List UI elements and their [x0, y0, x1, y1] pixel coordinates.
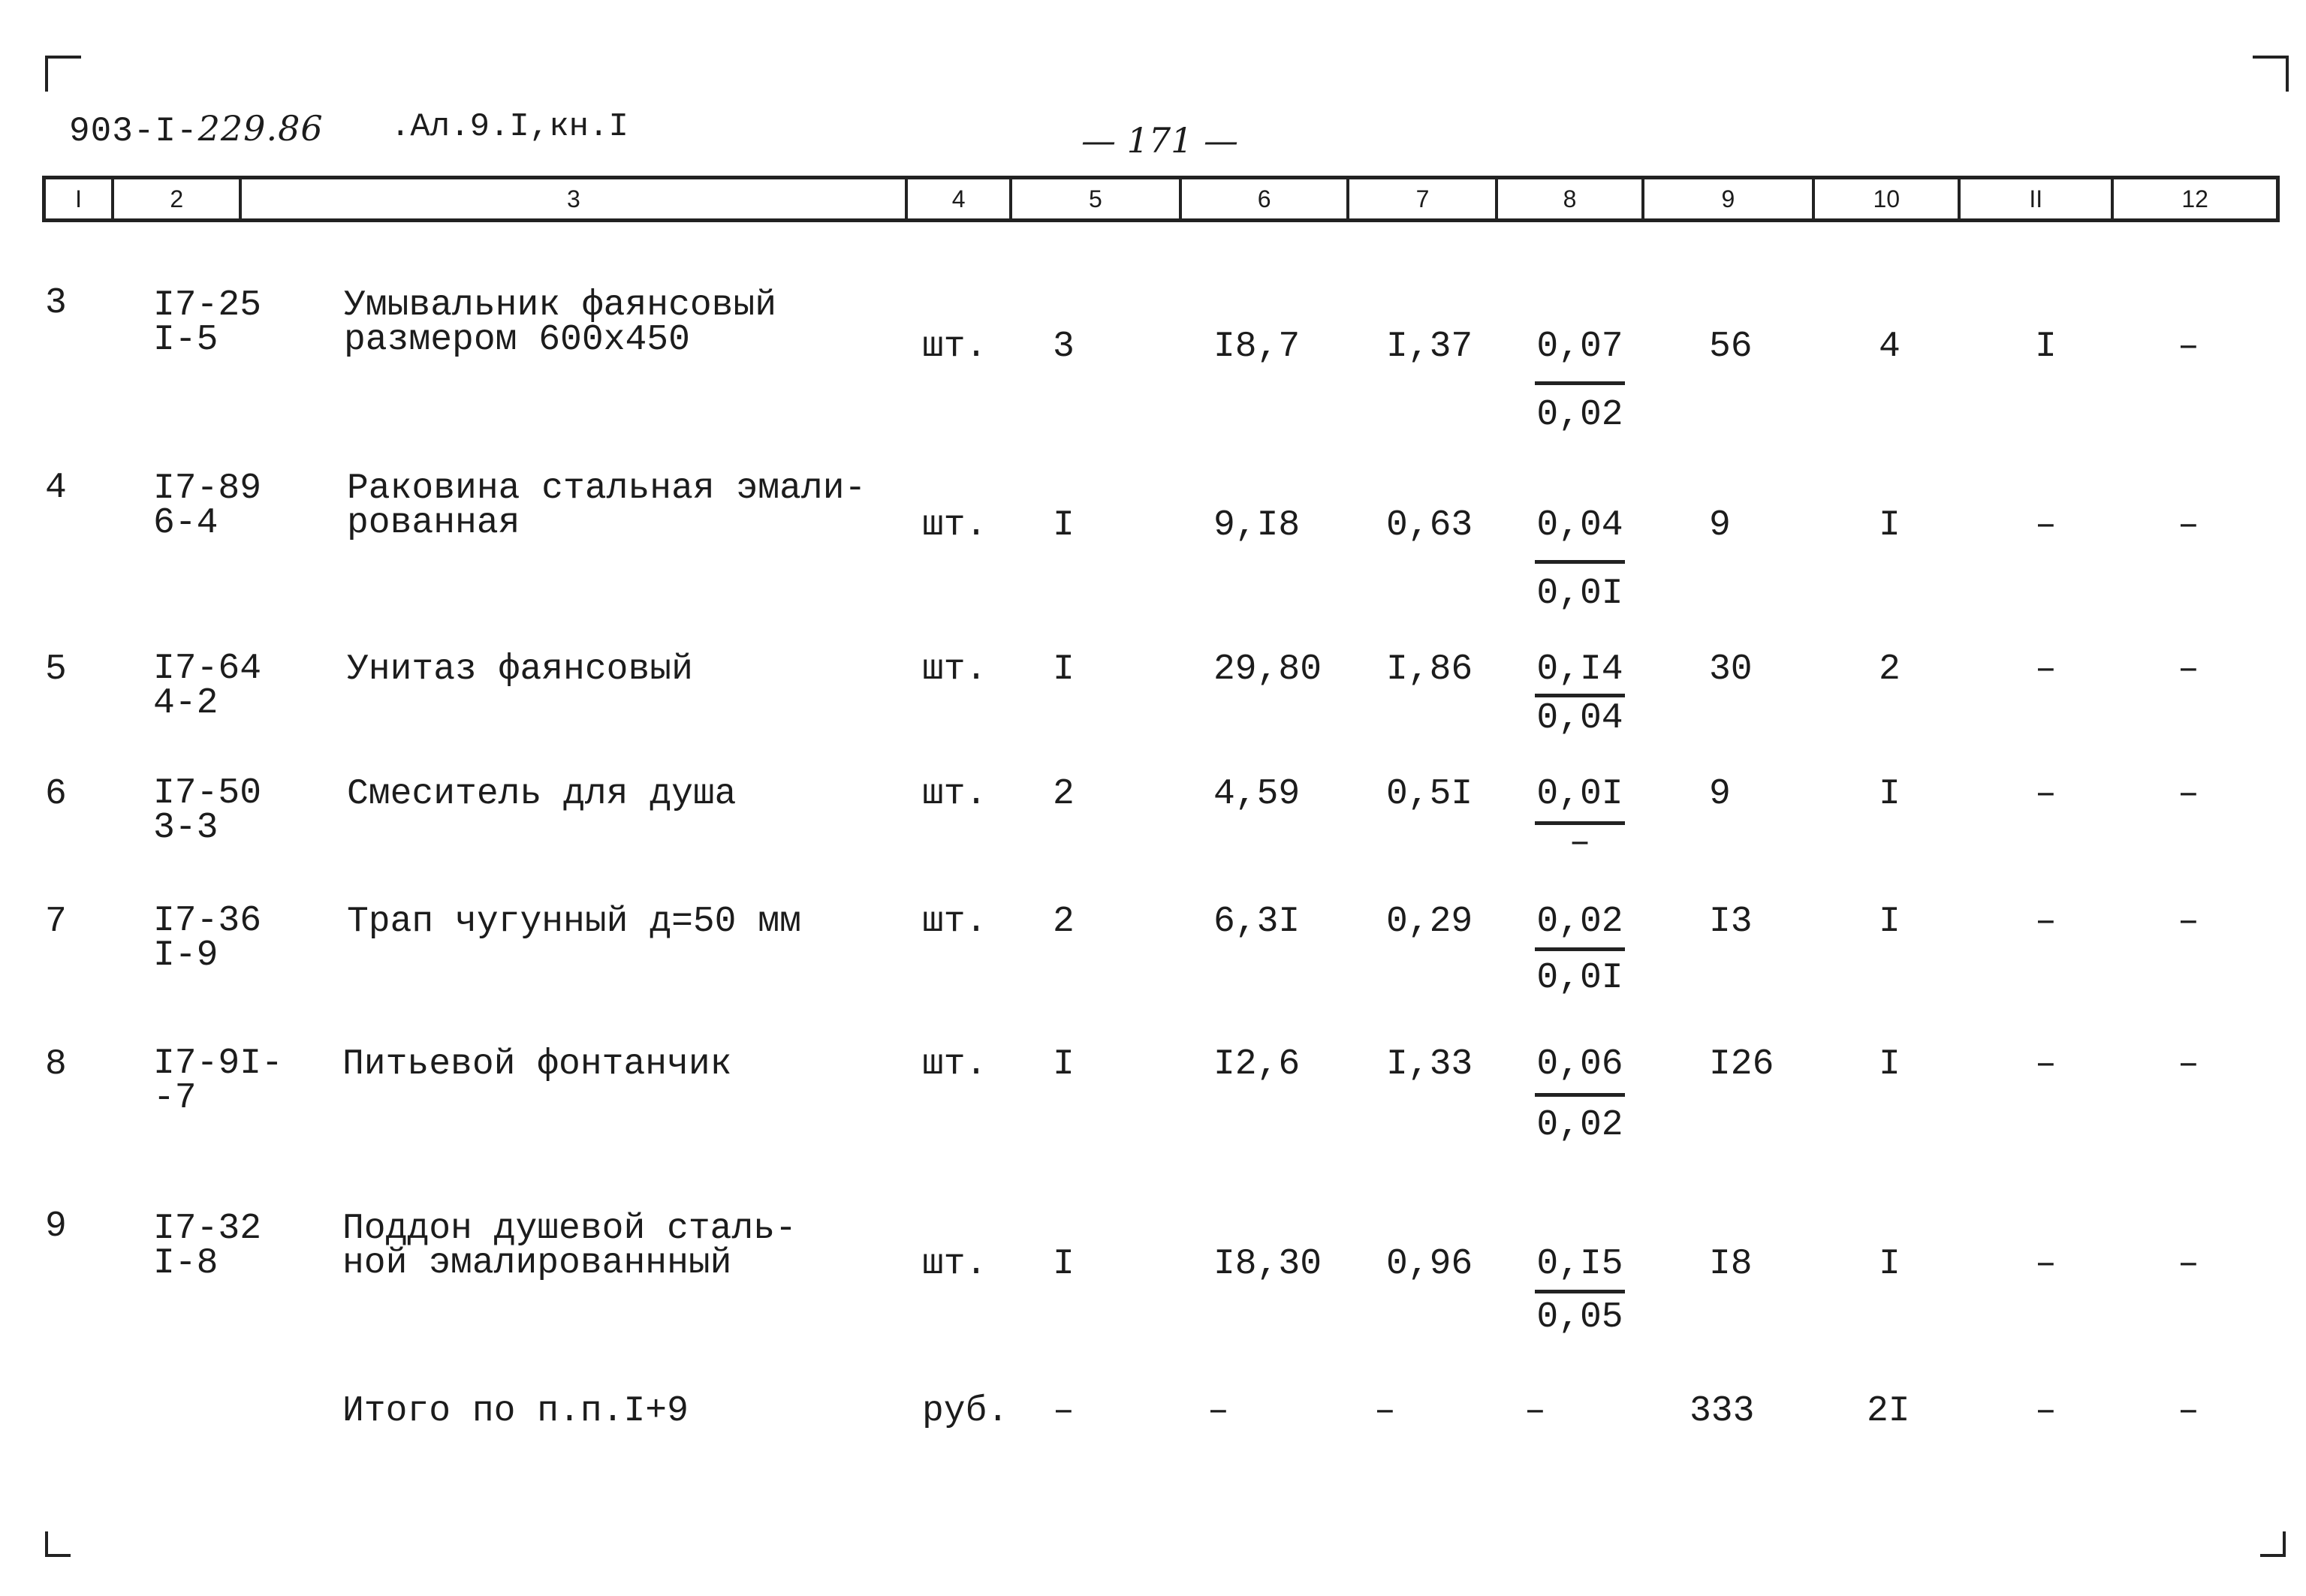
document-code-prefix: 903-I- [69, 112, 198, 151]
sheet-reference: .Ал.9.I,кн.I [390, 108, 628, 146]
total-col6: – [1207, 1391, 1229, 1432]
row-name: Смеситель для душа [347, 774, 737, 815]
row-quantity: I [1053, 1244, 1075, 1284]
row-col12: – [2178, 649, 2199, 690]
row-code: I7-25 I-5 [153, 285, 262, 360]
row-unit: шт. [922, 1044, 987, 1085]
row-col6: 29,80 [1213, 649, 1322, 690]
row-col9: 9 [1709, 774, 1731, 815]
row-col9: I26 [1709, 1044, 1774, 1085]
row-col7: 0,29 [1386, 902, 1473, 942]
row-name: Умывальник фаянсовый размером 600х450 [344, 285, 777, 360]
total-col8: – [1524, 1391, 1546, 1432]
row-number: 7 [45, 902, 67, 942]
column-header-7: 7 [1349, 179, 1498, 218]
row-code: I7-36 I-9 [153, 901, 262, 976]
row-col10: 4 [1879, 327, 1901, 367]
row-col11: – [2035, 505, 2057, 546]
row-code: I7-50 3-3 [153, 773, 262, 848]
row-col8-top: 0,I5 [1536, 1244, 1623, 1284]
row-quantity: I [1053, 505, 1075, 546]
row-col10: I [1879, 505, 1901, 546]
row-number: 6 [45, 774, 67, 815]
row-number: 5 [45, 649, 67, 690]
row-col8-top: 0,0I [1536, 774, 1623, 815]
row-number: 3 [45, 283, 67, 324]
total-col7: – [1374, 1391, 1396, 1432]
total-col11: – [2035, 1391, 2057, 1432]
row-col7: 0,96 [1386, 1244, 1473, 1284]
row-col11: – [2035, 774, 2057, 815]
row-unit: шт. [922, 902, 987, 942]
total-col9: 333 [1690, 1391, 1755, 1432]
page-number: — 171 — [1081, 120, 1239, 161]
row-unit: шт. [922, 505, 987, 546]
row-number: 4 [45, 468, 67, 508]
row-name: Унитаз фаянсовый [347, 649, 693, 690]
column-header-2: 2 [114, 179, 242, 218]
total-unit: руб. [922, 1391, 1009, 1432]
row-col11: – [2035, 902, 2057, 942]
row-col10: I [1879, 774, 1901, 815]
row-col6: I8,7 [1213, 327, 1301, 367]
row-col7: 0,5I [1386, 774, 1473, 815]
row-col12: – [2178, 774, 2199, 815]
row-col8-bottom: – [1569, 823, 1591, 863]
row-col8-top: 0,07 [1536, 327, 1623, 367]
row-col11: I [2035, 327, 2057, 367]
corner-mark-bottom-left [45, 1531, 71, 1557]
row-col12: – [2178, 505, 2199, 546]
row-col8-top: 0,04 [1536, 505, 1623, 546]
total-col12: – [2178, 1391, 2199, 1432]
row-col8-top: 0,02 [1536, 902, 1623, 942]
row-col7: I,37 [1386, 327, 1473, 367]
row-unit: шт. [922, 774, 987, 815]
row-col8-fraction [1535, 507, 1625, 612]
fraction-bar [1535, 947, 1625, 951]
row-number: 9 [45, 1206, 67, 1247]
corner-mark-top-right [2253, 56, 2289, 92]
row-col9: 9 [1709, 505, 1731, 546]
fraction-bar [1535, 1290, 1625, 1293]
column-header-row [42, 176, 2280, 222]
row-col6: I8,30 [1213, 1244, 1322, 1284]
row-col6: 9,I8 [1213, 505, 1301, 546]
column-header-8: 8 [1498, 179, 1644, 218]
row-col10: I [1879, 1044, 1901, 1085]
row-quantity: 2 [1053, 774, 1075, 815]
row-col8-bottom: 0,02 [1536, 395, 1623, 435]
row-col12: – [2178, 327, 2199, 367]
column-header-3: 3 [242, 179, 908, 218]
row-col6: 4,59 [1213, 774, 1301, 815]
row-quantity: 2 [1053, 902, 1075, 942]
row-col9: I8 [1709, 1244, 1753, 1284]
row-quantity: I [1053, 649, 1075, 690]
row-name: Трап чугунный д=50 мм [347, 902, 801, 942]
row-col7: I,86 [1386, 649, 1473, 690]
row-col12: – [2178, 1244, 2199, 1284]
row-col8-fraction [1535, 649, 1625, 739]
row-col11: – [2035, 649, 2057, 690]
row-col7: 0,63 [1386, 505, 1473, 546]
row-col9: 56 [1709, 327, 1753, 367]
fraction-bar [1535, 694, 1625, 697]
row-col12: – [2178, 1044, 2199, 1085]
row-col8-bottom: 0,0I [1536, 958, 1623, 998]
column-header-11: II [1961, 179, 2114, 218]
total-label: Итого по п.п.I+9 [342, 1391, 689, 1432]
row-col8-fraction [1535, 904, 1625, 996]
row-col8-fraction [1535, 1246, 1625, 1336]
column-header-12: 12 [2181, 185, 2208, 212]
column-header-10: 10 [1815, 179, 1961, 218]
column-header-5: 5 [1012, 179, 1182, 218]
document-code-handwritten: 229.86 [197, 108, 324, 149]
row-col10: I [1879, 1244, 1901, 1284]
row-number: 8 [45, 1044, 67, 1085]
row-col9: 30 [1709, 649, 1753, 690]
row-unit: шт. [922, 1244, 987, 1284]
row-col9: I3 [1709, 902, 1753, 942]
row-quantity: 3 [1053, 327, 1075, 367]
column-header-4: 4 [908, 179, 1012, 218]
row-name: Раковина стальная эмали- рованная [347, 468, 867, 544]
row-col12: – [2178, 902, 2199, 942]
row-col8-bottom: 0,05 [1536, 1297, 1623, 1338]
row-col11: – [2035, 1044, 2057, 1085]
column-header-1: I [46, 179, 114, 218]
fraction-bar [1535, 560, 1625, 564]
row-col10: I [1879, 902, 1901, 942]
row-col8-bottom: 0,04 [1536, 698, 1623, 739]
row-col8-top: 0,06 [1536, 1044, 1623, 1085]
row-name: Поддон душевой сталь- ной эмалированнный [342, 1209, 797, 1284]
row-code: I7-64 4-2 [153, 649, 262, 724]
row-code: I7-9I- -7 [153, 1043, 283, 1119]
total-col5: – [1053, 1391, 1075, 1432]
row-col8-top: 0,I4 [1536, 649, 1623, 690]
row-unit: шт. [922, 649, 987, 690]
row-col10: 2 [1879, 649, 1901, 690]
total-col10: 2I [1867, 1391, 1910, 1432]
column-header-6: 6 [1182, 179, 1350, 218]
fraction-bar [1535, 1093, 1625, 1097]
row-quantity: I [1053, 1044, 1075, 1085]
document-code [69, 108, 324, 151]
column-header-9: 9 [1644, 179, 1816, 218]
corner-mark-top-left [45, 56, 81, 92]
row-col6: 6,3I [1213, 902, 1301, 942]
row-col8-bottom: 0,02 [1536, 1105, 1623, 1146]
row-code: I7-32 I-8 [153, 1209, 262, 1284]
row-code: I7-89 6-4 [153, 468, 262, 544]
row-col8-fraction [1535, 1044, 1625, 1146]
row-col8-bottom: 0,0I [1536, 574, 1623, 614]
row-col11: – [2035, 1244, 2057, 1284]
row-unit: шт. [922, 327, 987, 367]
row-col6: I2,6 [1213, 1044, 1301, 1085]
row-col7: I,33 [1386, 1044, 1473, 1085]
row-col8-fraction [1535, 329, 1625, 433]
row-name: Питьевой фонтанчик [342, 1044, 732, 1085]
fraction-bar [1535, 381, 1625, 385]
row-col8-fraction [1535, 776, 1625, 861]
corner-mark-bottom-right [2260, 1531, 2286, 1557]
